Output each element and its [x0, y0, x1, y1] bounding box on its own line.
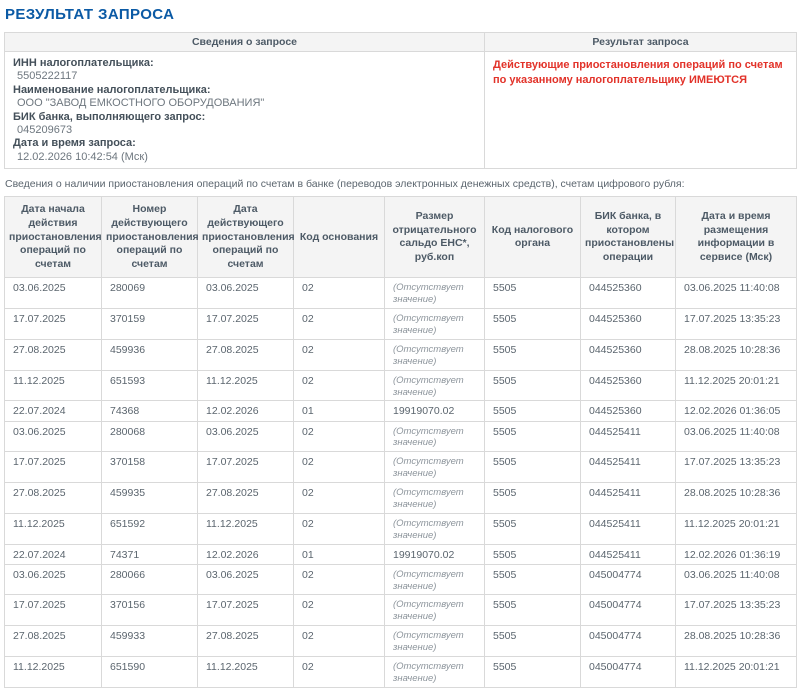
cell-suspension-number: 651593 — [102, 370, 198, 401]
cell-negative-balance: 19919070.02 — [385, 544, 485, 564]
cell-negative-balance: (Отсутствует значение) — [385, 513, 485, 544]
suspensions-intro: Сведения о наличии приостановления операций по счетам в банке (переводов электронных денежных средств), счетам цифрового рубля: — [5, 178, 685, 191]
query-result-text: Действующие приостановления операций по счетам по указанному налогоплательщику ИМЕЮТСЯ — [493, 59, 783, 86]
cell-suspension-number: 370159 — [102, 309, 198, 340]
cell-start-date: 03.06.2025 — [5, 564, 102, 595]
table-row — [5, 309, 797, 340]
cell-suspension-date: 17.07.2025 — [198, 595, 294, 626]
cell-tax-authority-code: 5505 — [485, 339, 581, 370]
cell-bank-bik: 045004774 — [581, 595, 676, 626]
table-row — [5, 339, 797, 370]
cell-bank-bik: 044525411 — [581, 483, 676, 514]
cell-suspension-number: 74371 — [102, 544, 198, 564]
cell-tax-authority-code: 5505 — [485, 595, 581, 626]
cell-suspension-date: 27.08.2025 — [198, 626, 294, 657]
query-info-body-row — [5, 52, 797, 169]
cell-reason-code: 02 — [294, 483, 385, 514]
cell-placement-datetime: 17.07.2025 13:35:23 — [676, 452, 797, 483]
cell-suspension-number: 459936 — [102, 339, 198, 370]
cell-suspension-number: 74368 — [102, 401, 198, 421]
cell-suspension-number: 280069 — [102, 278, 198, 309]
table-row — [5, 370, 797, 401]
field-value-taxpayer-name: ООО "ЗАВОД ЕМКОСТНОГО ОБОРУДОВАНИЯ" — [17, 97, 265, 110]
table-row — [5, 656, 797, 687]
cell-bank-bik: 045004774 — [581, 656, 676, 687]
cell-tax-authority-code: 5505 — [485, 370, 581, 401]
cell-bank-bik: 044525411 — [581, 544, 676, 564]
cell-start-date: 03.06.2025 — [5, 278, 102, 309]
cell-reason-code: 01 — [294, 544, 385, 564]
cell-tax-authority-code: 5505 — [485, 544, 581, 564]
cell-bank-bik: 045004774 — [581, 626, 676, 657]
cell-placement-datetime: 03.06.2025 11:40:08 — [676, 278, 797, 309]
cell-negative-balance: (Отсутствует значение) — [385, 626, 485, 657]
cell-suspension-date: 27.08.2025 — [198, 339, 294, 370]
cell-suspension-date: 11.12.2025 — [198, 513, 294, 544]
field-label-taxpayer-name: Наименование налогоплательщика: — [13, 83, 211, 96]
cell-negative-balance: (Отсутствует значение) — [385, 656, 485, 687]
cell-suspension-number: 651592 — [102, 513, 198, 544]
cell-reason-code: 02 — [294, 564, 385, 595]
cell-placement-datetime: 11.12.2025 20:01:21 — [676, 513, 797, 544]
col-header-tax-authority-code: Код налогового органа — [485, 197, 581, 278]
table-row — [5, 401, 797, 421]
cell-start-date: 11.12.2025 — [5, 513, 102, 544]
query-result-cell — [485, 52, 797, 169]
cell-tax-authority-code: 5505 — [485, 452, 581, 483]
cell-reason-code: 01 — [294, 401, 385, 421]
cell-suspension-number: 370156 — [102, 595, 198, 626]
table-row — [5, 452, 797, 483]
cell-tax-authority-code: 5505 — [485, 483, 581, 514]
query-info-cell — [5, 52, 485, 169]
cell-reason-code: 02 — [294, 626, 385, 657]
cell-negative-balance: (Отсутствует значение) — [385, 595, 485, 626]
cell-negative-balance: (Отсутствует значение) — [385, 370, 485, 401]
field-value-bank-bik: 045209673 — [17, 124, 73, 137]
cell-placement-datetime: 12.02.2026 01:36:05 — [676, 401, 797, 421]
query-info-header-row — [5, 33, 797, 52]
cell-suspension-date: 17.07.2025 — [198, 452, 294, 483]
cell-tax-authority-code: 5505 — [485, 421, 581, 452]
cell-bank-bik: 044525411 — [581, 513, 676, 544]
table-row — [5, 421, 797, 452]
cell-suspension-date: 03.06.2025 — [198, 564, 294, 595]
table-row — [5, 564, 797, 595]
cell-suspension-number: 651590 — [102, 656, 198, 687]
cell-suspension-date: 12.02.2026 — [198, 544, 294, 564]
cell-negative-balance: (Отсутствует значение) — [385, 339, 485, 370]
cell-placement-datetime: 28.08.2025 10:28:36 — [676, 626, 797, 657]
col-header-reason-code: Код основания — [294, 197, 385, 278]
suspensions-header-row — [5, 197, 797, 278]
cell-start-date: 27.08.2025 — [5, 339, 102, 370]
cell-bank-bik: 044525360 — [581, 309, 676, 340]
cell-suspension-date: 03.06.2025 — [198, 278, 294, 309]
field-value-request-datetime: 12.02.2026 10:42:54 (Мск) — [17, 150, 148, 163]
page-title: РЕЗУЛЬТАТ ЗАПРОСА — [5, 6, 175, 23]
cell-suspension-number: 459935 — [102, 483, 198, 514]
cell-suspension-date: 12.02.2026 — [198, 401, 294, 421]
query-fields — [13, 57, 476, 164]
cell-start-date: 03.06.2025 — [5, 421, 102, 452]
cell-suspension-number: 280066 — [102, 564, 198, 595]
cell-tax-authority-code: 5505 — [485, 309, 581, 340]
cell-reason-code: 02 — [294, 370, 385, 401]
col-header-placement-datetime: Дата и время размещения информации в сервисе (Мск) — [676, 197, 797, 278]
cell-placement-datetime: 11.12.2025 20:01:21 — [676, 370, 797, 401]
cell-reason-code: 02 — [294, 452, 385, 483]
cell-start-date: 17.07.2025 — [5, 452, 102, 483]
cell-start-date: 17.07.2025 — [5, 309, 102, 340]
field-value-inn: 5505222117 — [17, 70, 78, 83]
cell-suspension-number: 370158 — [102, 452, 198, 483]
cell-negative-balance: (Отсутствует значение) — [385, 278, 485, 309]
cell-reason-code: 02 — [294, 278, 385, 309]
col-header-suspension-number: Номер действующего приостановления операций по счетам — [102, 197, 198, 278]
cell-tax-authority-code: 5505 — [485, 401, 581, 421]
cell-start-date: 17.07.2025 — [5, 595, 102, 626]
query-info-table — [4, 32, 797, 169]
cell-negative-balance: (Отсутствует значение) — [385, 483, 485, 514]
cell-placement-datetime: 03.06.2025 11:40:08 — [676, 564, 797, 595]
cell-placement-datetime: 11.12.2025 20:01:21 — [676, 656, 797, 687]
cell-bank-bik: 045004774 — [581, 564, 676, 595]
cell-placement-datetime: 03.06.2025 11:40:08 — [676, 421, 797, 452]
cell-suspension-date: 11.12.2025 — [198, 370, 294, 401]
cell-suspension-date: 27.08.2025 — [198, 483, 294, 514]
cell-negative-balance: (Отсутствует значение) — [385, 309, 485, 340]
cell-reason-code: 02 — [294, 339, 385, 370]
table-row — [5, 513, 797, 544]
col-header-suspension-date: Дата действующего приостановления операций по счетам — [198, 197, 294, 278]
cell-placement-datetime: 17.07.2025 13:35:23 — [676, 595, 797, 626]
table-row — [5, 595, 797, 626]
cell-reason-code: 02 — [294, 513, 385, 544]
field-label-bank-bik: БИК банка, выполняющего запрос: — [13, 110, 206, 123]
table-row — [5, 483, 797, 514]
cell-start-date: 27.08.2025 — [5, 483, 102, 514]
cell-reason-code: 02 — [294, 595, 385, 626]
cell-placement-datetime: 12.02.2026 01:36:19 — [676, 544, 797, 564]
cell-placement-datetime: 28.08.2025 10:28:36 — [676, 483, 797, 514]
col-header-start-date: Дата начала действия приостановления операций по счетам — [5, 197, 102, 278]
cell-suspension-date: 17.07.2025 — [198, 309, 294, 340]
cell-reason-code: 02 — [294, 421, 385, 452]
cell-suspension-date: 03.06.2025 — [198, 421, 294, 452]
cell-suspension-number: 459933 — [102, 626, 198, 657]
cell-reason-code: 02 — [294, 309, 385, 340]
cell-bank-bik: 044525411 — [581, 452, 676, 483]
field-label-inn: ИНН налогоплательщика: — [13, 57, 154, 69]
cell-start-date: 22.07.2024 — [5, 401, 102, 421]
cell-reason-code: 02 — [294, 656, 385, 687]
cell-start-date: 27.08.2025 — [5, 626, 102, 657]
cell-start-date: 11.12.2025 — [5, 656, 102, 687]
cell-placement-datetime: 17.07.2025 13:35:23 — [676, 309, 797, 340]
cell-negative-balance: (Отсутствует значение) — [385, 452, 485, 483]
cell-placement-datetime: 28.08.2025 10:28:36 — [676, 339, 797, 370]
cell-start-date: 11.12.2025 — [5, 370, 102, 401]
cell-tax-authority-code: 5505 — [485, 656, 581, 687]
cell-negative-balance: (Отсутствует значение) — [385, 564, 485, 595]
cell-bank-bik: 044525360 — [581, 339, 676, 370]
table-row — [5, 626, 797, 657]
field-label-request-datetime: Дата и время запроса: — [13, 137, 136, 150]
cell-suspension-number: 280068 — [102, 421, 198, 452]
cell-bank-bik: 044525360 — [581, 278, 676, 309]
cell-tax-authority-code: 5505 — [485, 626, 581, 657]
table-row — [5, 278, 797, 309]
suspensions-table — [4, 196, 797, 687]
cell-bank-bik: 044525411 — [581, 421, 676, 452]
cell-tax-authority-code: 5505 — [485, 564, 581, 595]
cell-start-date: 22.07.2024 — [5, 544, 102, 564]
col-header-negative-balance: Размер отрицательного сальдо ЕНС*, руб.коп — [385, 197, 485, 278]
col-header-bank-bik: БИК банка, в котором приостановлены операции — [581, 197, 676, 278]
cell-negative-balance: (Отсутствует значение) — [385, 421, 485, 452]
cell-tax-authority-code: 5505 — [485, 513, 581, 544]
suspensions-table-body — [5, 278, 797, 687]
table-row — [5, 544, 797, 564]
query-info-header: Сведения о запросе — [5, 33, 485, 52]
cell-suspension-date: 11.12.2025 — [198, 656, 294, 687]
cell-bank-bik: 044525360 — [581, 401, 676, 421]
cell-tax-authority-code: 5505 — [485, 278, 581, 309]
cell-negative-balance: 19919070.02 — [385, 401, 485, 421]
cell-bank-bik: 044525360 — [581, 370, 676, 401]
query-result-header: Результат запроса — [485, 33, 797, 52]
